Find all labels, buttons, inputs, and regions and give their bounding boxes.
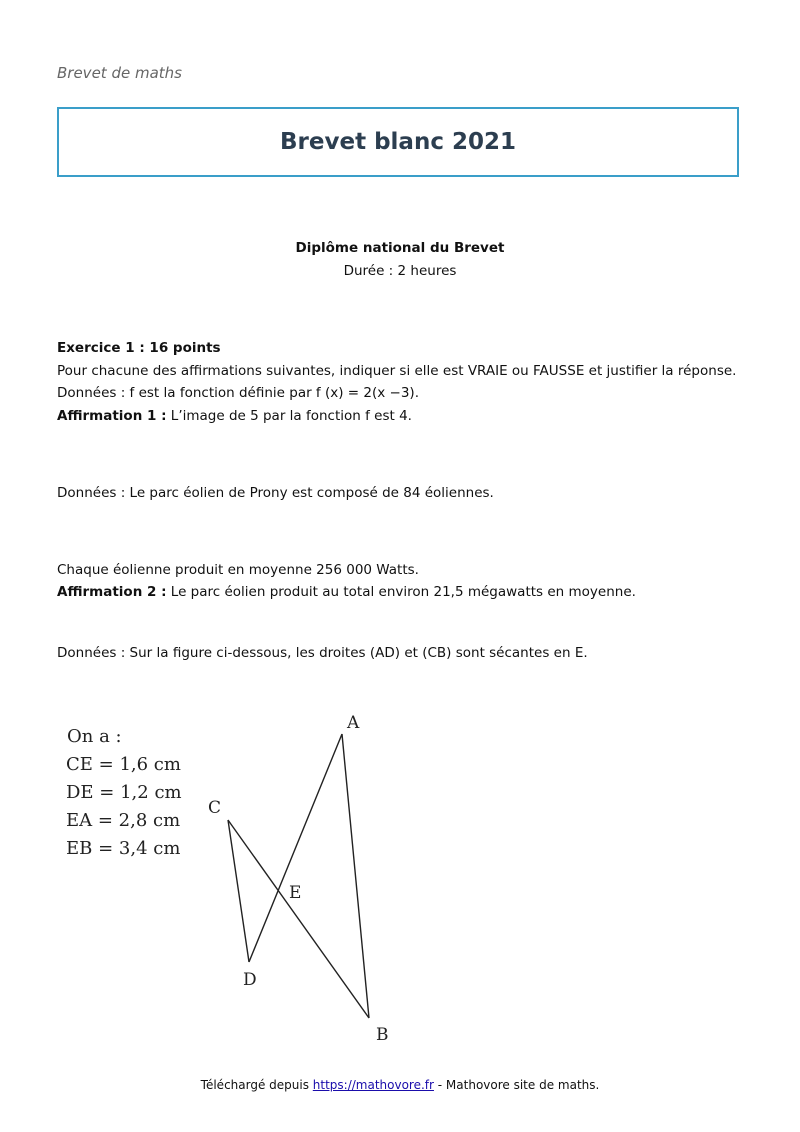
segment-cd bbox=[228, 820, 249, 962]
data-statement-1: Données : f est la fonction définie par f (x) = 2(x −3). bbox=[57, 385, 419, 401]
data-statement-2: Données : Le parc éolien de Prony est composé de 84 éoliennes. bbox=[57, 485, 494, 501]
title-box bbox=[57, 107, 739, 177]
affirmation-2 bbox=[57, 584, 636, 600]
exercise-instructions: Pour chacune des affirmations suivantes, indiquer si elle est VRAIE ou FAUSSE et justifier la réponse. bbox=[57, 363, 737, 379]
footer-prefix: Téléchargé depuis bbox=[200, 1078, 313, 1092]
affirmation-1-text: L’image de 5 par la fonction f est 4. bbox=[166, 408, 412, 424]
point-a-label: A bbox=[347, 713, 360, 733]
point-d-label: D bbox=[243, 970, 257, 990]
given-title: On a : bbox=[67, 726, 122, 747]
geometry-figure bbox=[57, 700, 417, 1055]
given-ea: EA = 2,8 cm bbox=[66, 810, 181, 831]
exam-duration: Durée : 2 heures bbox=[343, 263, 457, 279]
geometry-svg bbox=[57, 700, 417, 1055]
given-eb: EB = 3,4 cm bbox=[66, 838, 181, 859]
affirmation-2-text: Le parc éolien produit au total environ 21,5 mégawatts en moyenne. bbox=[166, 584, 636, 600]
point-b-label: B bbox=[376, 1025, 389, 1045]
point-e-label: E bbox=[289, 883, 302, 903]
footer-suffix: - Mathovore site de maths. bbox=[433, 1078, 600, 1092]
exercise-heading: Exercice 1 : 16 points bbox=[57, 340, 221, 356]
affirmation-2-label: Affirmation 2 : bbox=[57, 584, 167, 600]
footer-link[interactable]: https://mathovore.fr bbox=[312, 1078, 434, 1092]
segment-da bbox=[249, 734, 342, 962]
point-c-label: C bbox=[208, 798, 222, 818]
affirmation-1-label: Affirmation 1 : bbox=[57, 408, 167, 424]
data-statement-3: Données : Sur la figure ci-dessous, les droites (AD) et (CB) sont sécantes en E. bbox=[57, 645, 588, 661]
footer bbox=[0, 1078, 800, 1092]
data-statement-2b: Chaque éolienne produit en moyenne 256 000 Watts. bbox=[57, 562, 419, 578]
segment-ab bbox=[342, 734, 369, 1018]
running-header: Brevet de maths bbox=[57, 64, 182, 82]
affirmation-1 bbox=[57, 408, 412, 424]
given-de: DE = 1,2 cm bbox=[66, 782, 182, 803]
exam-name: Diplôme national du Brevet bbox=[295, 240, 505, 256]
given-ce: CE = 1,6 cm bbox=[66, 754, 181, 775]
page-title: Brevet blanc 2021 bbox=[280, 129, 516, 155]
